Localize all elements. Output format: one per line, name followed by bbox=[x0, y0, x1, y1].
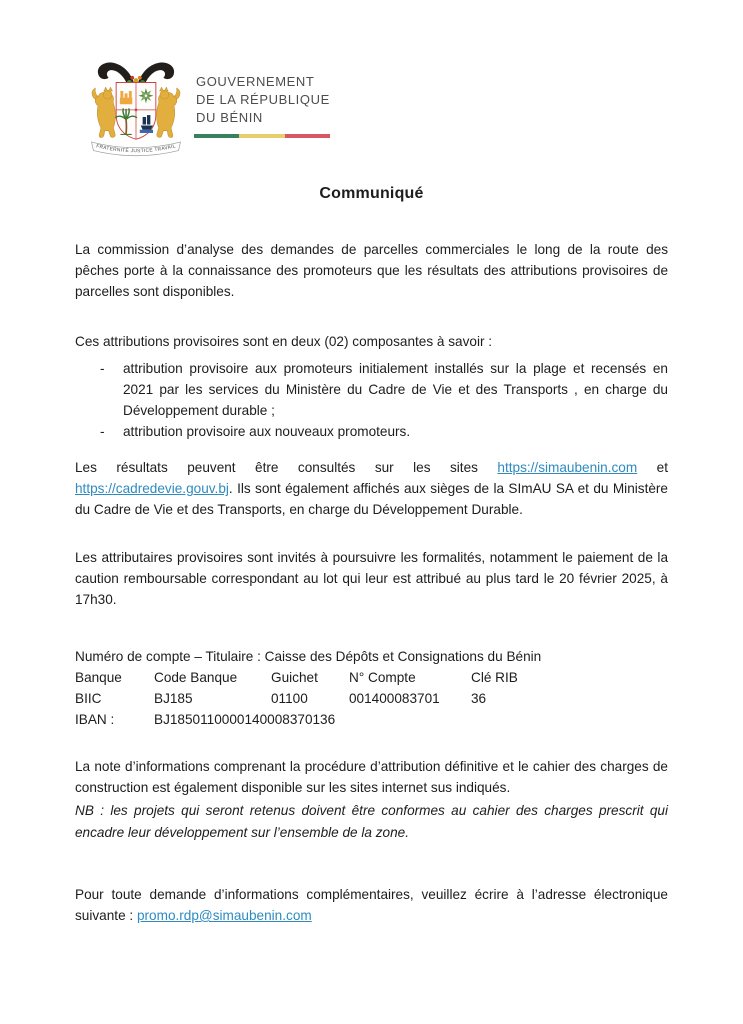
list-item-1 bbox=[75, 358, 668, 421]
contact-paragraph bbox=[75, 884, 668, 926]
value-cle-rib: 36 bbox=[471, 691, 487, 706]
results-text-between: et bbox=[637, 460, 668, 475]
iban-value: BJ1850110000140008370136 bbox=[154, 712, 336, 727]
government-name-line-2: DE LA RÉPUBLIQUE bbox=[196, 92, 330, 107]
government-name-line-3: DU BÉNIN bbox=[196, 110, 263, 125]
contact-text: Pour toute demande d’informations complémentaires, veuillez écrire à l’adresse électronique suivante : bbox=[75, 887, 668, 923]
flag-green-segment bbox=[194, 134, 239, 138]
column-header-code-banque: Code Banque bbox=[154, 670, 238, 685]
value-guichet: 01100 bbox=[271, 691, 308, 706]
column-header-banque: Banque bbox=[75, 670, 122, 685]
components-intro: Ces attributions provisoires sont en deux (02) composantes à savoir : bbox=[75, 334, 493, 349]
cadredevie-link[interactable]: https://cadredevie.gouv.bj bbox=[75, 481, 229, 496]
leopard-supporter-icon bbox=[92, 87, 115, 137]
account-title: Numéro de compte – Titulaire : Caisse des Dépôts et Consignations du Bénin bbox=[75, 649, 542, 664]
value-code-banque: BJ185 bbox=[154, 691, 193, 706]
components-list bbox=[75, 358, 668, 442]
flag-red-segment bbox=[285, 134, 330, 138]
results-text-after: . Ils sont également affichés aux sièges de la SImAU SA et du Ministère du Cadre de Vie et des Transports, en charge du Développement Durable. bbox=[75, 481, 668, 517]
bullet-marker: - bbox=[100, 361, 105, 376]
government-name bbox=[196, 73, 330, 127]
deadline-paragraph: Les attributaires provisoires sont invités à poursuivre les formalités, notamment le paiement de la caution remboursable correspondant au lot qui leur est attribué au plus tard le 20 février 2025, à 17h30. bbox=[75, 550, 668, 607]
coat-of-arms-icon bbox=[84, 56, 188, 160]
emblem-motto: FRATERNITÉ JUSTICE TRAVAIL bbox=[95, 144, 177, 155]
contact-email-link[interactable]: promo.rdp@simaubenin.com bbox=[136, 908, 312, 923]
shield-icon bbox=[116, 82, 157, 139]
bank-account-block bbox=[75, 646, 668, 730]
value-compte: 001400083701 bbox=[349, 691, 440, 706]
column-header-cle-rib: Clé RIB bbox=[471, 670, 518, 685]
benin-flag-bar bbox=[194, 134, 330, 138]
note-paragraph: La note d’informations comprenant la procédure d’attribution définitive et le cahier des charges de construction est également disponible sur les sites internet sus indiqués. bbox=[75, 759, 668, 795]
value-banque: BIIC bbox=[75, 691, 102, 706]
list-item-2 bbox=[75, 421, 668, 442]
nb-paragraph: NB : les projets qui seront retenus doivent être conformes au cahier des charges prescrit qui encadre leur développement sur l’ensemble de la zone. bbox=[75, 803, 668, 840]
bullet-marker: - bbox=[100, 424, 105, 439]
column-header-guichet: Guichet bbox=[271, 670, 318, 685]
list-item-text: attribution provisoire aux nouveaux promoteurs. bbox=[123, 424, 411, 439]
benin-coat-of-arms bbox=[84, 56, 188, 160]
iban-label: IBAN : bbox=[75, 712, 115, 727]
page-title: Communiqué bbox=[319, 185, 424, 202]
results-text-before: Les résultats peuvent être consultés sur les sites bbox=[75, 460, 498, 475]
bank-account-table bbox=[75, 667, 668, 730]
results-paragraph bbox=[75, 457, 668, 520]
list-item-text: attribution provisoire aux promoteurs initialement installés sur la plage et recensés en 2021 par les services du Ministère du Cadre de Vie et des Transports , en charge du Développement durable ; bbox=[123, 361, 668, 418]
column-header-compte: N° Compte bbox=[349, 670, 416, 685]
simaubenin-link[interactable]: https://simaubenin.com bbox=[497, 460, 638, 475]
intro-paragraph: La commission d’analyse des demandes de parcelles commerciales le long de la route des pêches porte à la connaissance des promoteurs que les résultats des attributions provisoires de parcelles sont disponibles. bbox=[75, 242, 668, 299]
flag-yellow-segment bbox=[239, 134, 284, 138]
government-name-line-1: GOUVERNEMENT bbox=[196, 74, 315, 89]
